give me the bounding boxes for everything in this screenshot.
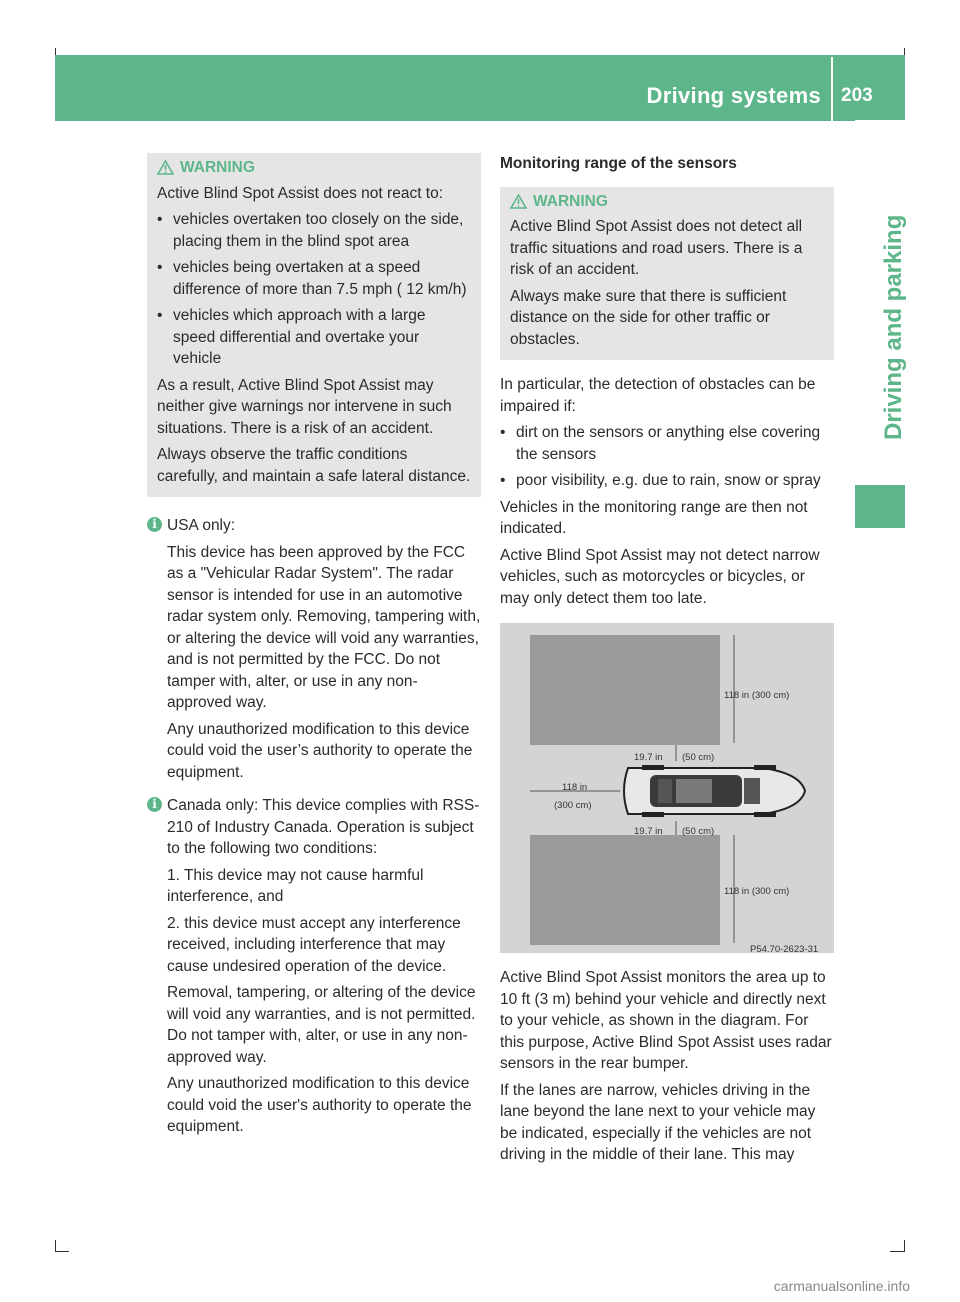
info-note-usa <box>147 515 481 783</box>
info-icon: i <box>147 797 162 812</box>
sensor-range-diagram <box>500 623 834 953</box>
watermark: carmanualsonline.info <box>773 1278 910 1294</box>
left-column <box>147 153 481 1143</box>
diagram-graphic <box>500 623 834 953</box>
info-list-item: 1. This device may not cause harmful interference, and <box>167 866 424 905</box>
info-paragraph: Any unauthorized modification to this device could void the user’s authority to operate the equipment. <box>167 720 473 781</box>
range-label-bottom: 118 in (300 cm) <box>724 886 790 897</box>
range-label-top: 118 in (300 cm) <box>724 690 790 701</box>
warning-paragraph: As a result, Active Blind Spot Assist may neither give warnings nor intervene in such situations. There is a risk of an accident. <box>157 376 452 437</box>
header-divider <box>831 57 833 121</box>
gap-label-bottom: 19.7 in <box>634 826 663 837</box>
side-tab-label: Driving and parking <box>880 214 907 440</box>
info-paragraph: Any unauthorized modification to this device could void the user's authority to operate the equipment. <box>167 1075 472 1135</box>
list-item: • vehicles being overtaken at a speed difference of more than 7.5 mph ( 12 km/h) <box>157 257 471 300</box>
warning-paragraph: Active Blind Spot Assist does not detect all traffic situations and road users. There is a risk of an accident. <box>510 218 803 278</box>
warning-label: WARNING <box>180 159 255 176</box>
info-paragraph: This device has been approved by the FCC as a "Vehicular Radar System". The radar sensor is intended for use in an automotive radar system only. Removing, tampering with, or altering the device will void any warranties, and is not permitted by the FCC. Do not tamper with, alter, or use in any non-approved way. <box>167 543 481 711</box>
list-item: • poor visibility, e.g. due to rain, snow or spray <box>500 470 834 492</box>
gap-label-top-cm: (50 cm) <box>682 752 715 763</box>
crop-mark <box>890 1251 904 1252</box>
monitoring-zone-top <box>530 635 720 745</box>
warning-label: WARNING <box>533 192 608 210</box>
car-icon <box>624 765 805 817</box>
info-lead: USA only: <box>167 517 236 534</box>
info-icon: i <box>147 517 162 532</box>
body-paragraph: Active Blind Spot Assist monitors the area up to 10 ft (3 m) behind your vehicle and directly next to your vehicle, as shown in the diagram. For this purpose, Active Blind Spot Assist uses radar sensors in the rear bumper. <box>500 969 832 1072</box>
info-list-item: 2. this device must accept any interference received, including interference that may cause undesired operation of the device. <box>167 914 461 975</box>
warning-triangle-icon <box>157 160 174 175</box>
list-item: • vehicles which approach with a large speed differential and overtake your vehicle <box>157 305 471 370</box>
section-title: Driving systems <box>646 83 821 108</box>
warning-heading <box>157 157 471 179</box>
body-paragraph: Vehicles in the monitoring range are then not indicated. <box>500 498 808 537</box>
warning-box <box>147 153 481 497</box>
body-paragraph: In particular, the detection of obstacles can be impaired if: <box>500 376 816 415</box>
warning-paragraph: Always observe the traffic conditions carefully, and maintain a safe lateral distance. <box>157 446 471 485</box>
list-item: • dirt on the sensors or anything else covering the sensors <box>500 422 834 465</box>
crop-mark <box>904 1240 905 1252</box>
page-header <box>55 55 905 121</box>
right-column <box>500 153 834 1171</box>
monitoring-zone-bottom <box>530 835 720 945</box>
warning-box <box>500 187 834 361</box>
figure-code: P54.70-2623-31 <box>750 944 819 955</box>
info-note-canada <box>147 795 481 1138</box>
warning-heading <box>510 191 824 213</box>
page-number: 203 <box>841 85 873 106</box>
list-item: • vehicles overtaken too closely on the side, placing them in the blind spot area <box>157 209 471 252</box>
crop-mark <box>55 1251 69 1252</box>
gap-label-top: 19.7 in <box>634 752 663 763</box>
warning-intro: Active Blind Spot Assist does not react to: <box>157 184 444 202</box>
body-paragraph: If the lanes are narrow, vehicles driving in the lane beyond the lane next to your vehicle may be indicated, especially if the vehicles are not driving in the middle of their lane. This may <box>500 1081 816 1163</box>
warning-paragraph: Always make sure that there is sufficient distance on the side for other traffic or obstacles. <box>510 287 787 348</box>
side-tab-marker <box>855 485 905 528</box>
rear-range-label: 118 in <box>562 782 588 793</box>
warning-triangle-icon <box>510 194 527 209</box>
rear-range-label-cm: (300 cm) <box>554 800 592 811</box>
body-paragraph: Active Blind Spot Assist may not detect narrow vehicles, such as motorcycles or bicycles, or may only detect them too late. <box>500 546 820 607</box>
info-lead: Canada only: This device complies with RSS-210 of Industry Canada. Operation is subject to the following two conditions: <box>167 797 480 857</box>
gap-label-bottom-cm: (50 cm) <box>682 826 715 837</box>
info-paragraph: Removal, tampering, or altering of the device will void any warranties, and is not permitted. Do not tamper with, alter, or use in any non-approved way. <box>167 984 476 1066</box>
section-heading: Monitoring range of the sensors <box>500 155 737 172</box>
